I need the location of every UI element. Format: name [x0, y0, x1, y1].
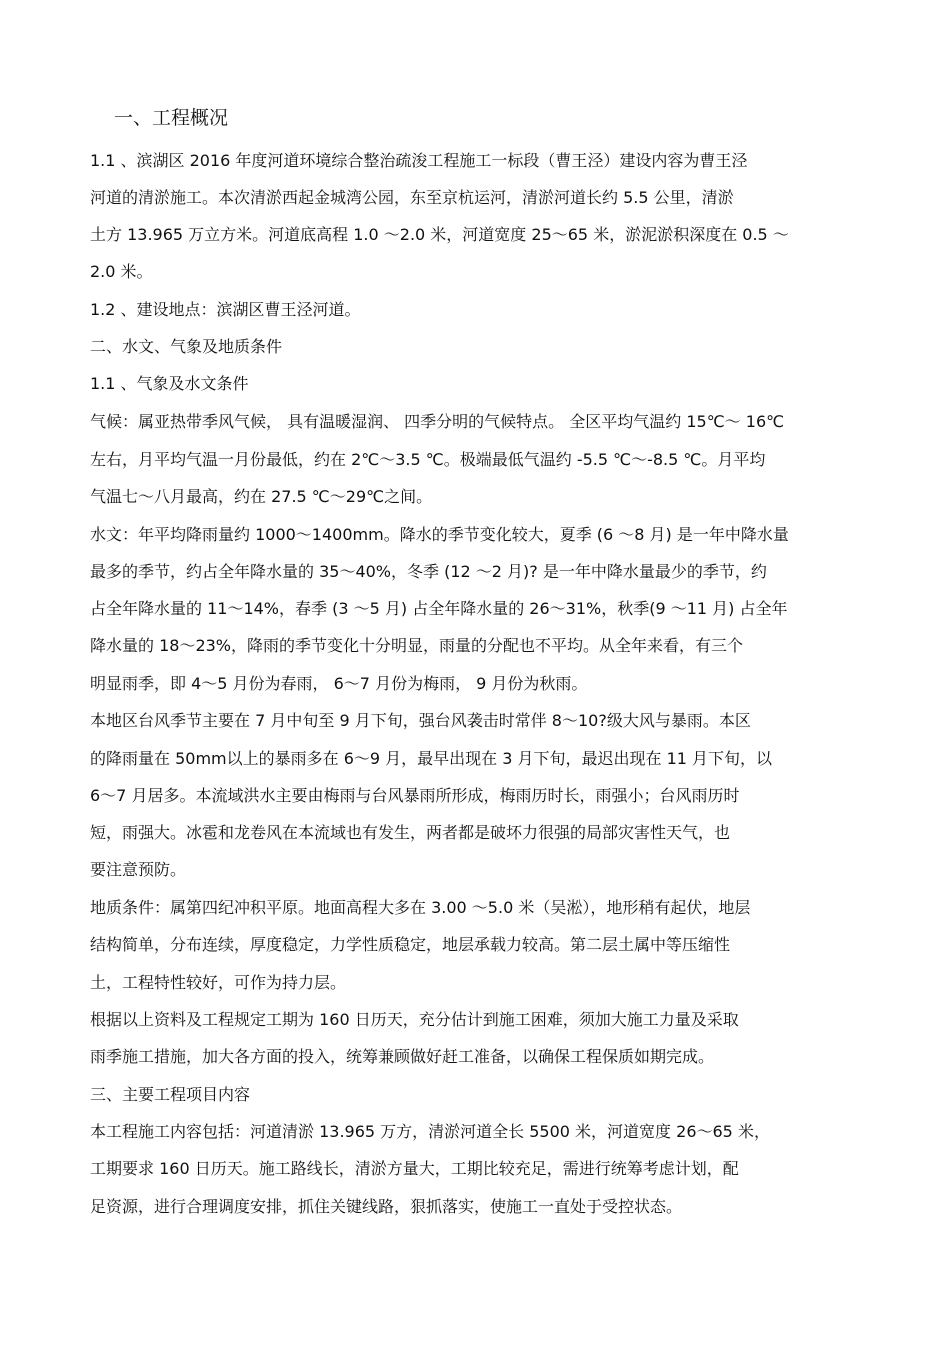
- text-line: 足资源，进行合理调度安排，抓住关键线路，狠抓落实，使施工一直处于受控状态。: [90, 1197, 683, 1216]
- text-line: 6～7 月居多。本流域洪水主要由梅雨与台风暴雨所形成，梅雨历时长，雨强小；台风雨历时: [90, 786, 740, 805]
- text-line: 1.1 、气象及水文条件: [90, 374, 249, 393]
- text-line: 水文：年平均降雨量约 1000～1400mm。降水的季节变化较大，夏季 (6 ～8 月) 是一年中降水量: [90, 525, 789, 544]
- text-line: 土，工程特性较好，可作为持力层。: [90, 973, 347, 992]
- text-line: 本地区台风季节主要在 7 月中旬至 9 月下旬，强台风袭击时常伴 8～10?级大风与暴雨。本区: [90, 711, 751, 730]
- text-line: 气温七～八月最高，约在 27.5 ℃～29℃之间。: [90, 487, 433, 506]
- text-line: 雨季施工措施，加大各方面的投入，统筹兼顾做好赶工准备，以确保工程保质如期完成。: [90, 1047, 715, 1066]
- text-line: 河道的清淤施工。本次清淤西起金城湾公园，东至京杭运河，清淤河道长约 5.5 公里，清淤: [90, 188, 734, 207]
- text-line: 2.0 米。: [90, 262, 153, 281]
- section-heading: 一、工程概况: [114, 107, 229, 129]
- text-line: 根据以上资料及工程规定工期为 160 日历天，充分估计到施工困难，须加大施工力量及采取: [90, 1010, 739, 1029]
- text-line: 结构简单，分布连续，厚度稳定，力学性质稳定，地层承载力较高。第二层土属中等压缩性: [90, 935, 731, 954]
- text-line: 短，雨强大。冰雹和龙卷风在本流域也有发生，两者都是破坏力很强的局部灾害性天气，也: [90, 823, 731, 842]
- text-line: 明显雨季，即 4～5 月份为春雨， 6～7 月份为梅雨， 9 月份为秋雨。: [90, 674, 588, 693]
- text-line: 左右，月平均气温一月份最低，约在 2℃～3.5 ℃。极端最低气温约 -5.5 ℃～-8.5 ℃。月平均: [90, 450, 766, 469]
- text-line: 的降雨量在 50mm以上的暴雨多在 6～9 月，最早出现在 3 月下旬，最迟出现在 11 月下旬，以: [90, 749, 773, 768]
- text-line: 三、主要工程项目内容: [90, 1085, 251, 1104]
- text-line: 工期要求 160 日历天。施工路线长，清淤方量大，工期比较充足，需进行统筹考虑计划，配: [90, 1159, 739, 1178]
- text-line: 1.1 、滨湖区 2016 年度河道环境综合整治疏浚工程施工一标段（曹王泾）建设内容为曹王泾: [90, 151, 748, 170]
- text-line: 本工程施工内容包括：河道清淤 13.965 万方，清淤河道全长 5500 米，河道宽度 26～65 米，: [90, 1122, 770, 1141]
- text-line: 地质条件：属第四纪冲积平原。地面高程大多在 3.00 ～5.0 米（吴淞），地形稍有起伏，地层: [90, 898, 751, 917]
- text-line: 土方 13.965 万立方米。河道底高程 1.0 ～2.0 米，河道宽度 25～65 米，淤泥淤积深度在 0.5 ～: [90, 225, 789, 244]
- text-line: 最多的季节，约占全年降水量的 35～40%，冬季 (12 ～2 月)? 是一年中降水量最少的季节，约: [90, 562, 767, 581]
- text-line: 降水量的 18～23%，降雨的季节变化十分明显，雨量的分配也不平均。从全年来看，有三个: [90, 636, 744, 655]
- text-line: 占全年降水量的 11～14%，春季 (3 ～5 月) 占全年降水量的 26～31%，秋季(9 ～11 月) 占全年: [90, 599, 788, 618]
- text-line: 二、水文、气象及地质条件: [90, 337, 283, 356]
- text-line: 要注意预防。: [90, 860, 187, 879]
- text-line: 气候：属亚热带季风气候， 具有温暖湿润、 四季分明的气候特点。 全区平均气温约 15℃～ 16℃: [90, 412, 785, 431]
- text-line: 1.2 、建设地点：滨湖区曹王泾河道。: [90, 300, 361, 319]
